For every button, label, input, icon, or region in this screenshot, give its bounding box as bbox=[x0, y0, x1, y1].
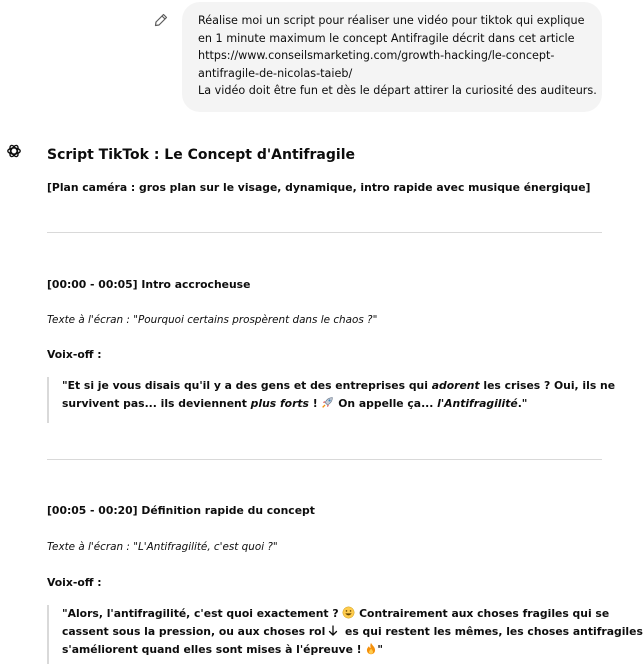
voiceover-label: Voix-off : bbox=[47, 576, 102, 589]
quote-line bbox=[62, 641, 643, 659]
quote-line bbox=[62, 395, 615, 413]
user-message-line: Réalise moi un script pour réaliser une vidéo pour tiktok qui explique bbox=[198, 14, 585, 27]
voiceover-label: Voix-off : bbox=[47, 348, 102, 361]
quote-line bbox=[62, 377, 615, 395]
user-message-line: https://www.conseilsmarketing.com/growth-hacking/le-concept- bbox=[198, 49, 555, 62]
quote-text: "Alors, l'antifragilité, c'est quoi exactement ? bbox=[62, 607, 343, 620]
arrow-down-icon[interactable] bbox=[327, 625, 339, 637]
onscreen-text: Texte à l'écran : "Pourquoi certains prospèrent dans le chaos ?" bbox=[47, 314, 378, 326]
rocket-emoji bbox=[321, 396, 334, 409]
onscreen-text: Texte à l'écran : "L'Antifragilité, c'est quoi ?" bbox=[47, 541, 278, 553]
script-title: Script TikTok : Le Concept d'Antifragile bbox=[47, 147, 355, 163]
quote-emphasis: plus forts bbox=[250, 397, 309, 410]
fire-emoji bbox=[365, 642, 377, 655]
user-message-bubble bbox=[182, 2, 602, 112]
quote-line bbox=[62, 605, 643, 623]
openai-logo-icon bbox=[6, 143, 22, 159]
camera-plan: [Plan caméra : gros plan sur le visage, dynamique, intro rapide avec musique énergique] bbox=[47, 181, 591, 194]
pencil-icon[interactable] bbox=[153, 12, 169, 28]
quote-text: Contrairement aux choses fragiles qui se bbox=[355, 607, 610, 620]
user-message-line: antifragile-de-nicolas-taieb/ bbox=[198, 66, 353, 80]
section-heading: [00:05 - 00:20] Définition rapide du concept bbox=[47, 504, 315, 517]
quote-text: cassent sous la pression, ou aux choses rol bbox=[62, 625, 326, 638]
quote-text: s'améliorent quand elles sont mises à l'épreuve ! bbox=[62, 643, 366, 656]
voiceover-quote bbox=[47, 605, 643, 664]
quote-emphasis: adorent bbox=[431, 379, 480, 392]
quote-text: On appelle ça... bbox=[334, 397, 438, 410]
quote-text: les crises ? Oui, ils ne bbox=[479, 379, 616, 392]
quote-text: "Et si je vous disais qu'il y a des gens et des entreprises qui bbox=[62, 379, 432, 392]
quote-text: es qui restent les mêmes, les choses antifragiles bbox=[341, 625, 643, 638]
user-message-line: en 1 minute maximum le concept Antifragile décrit dans cet article bbox=[198, 31, 575, 45]
quote-text: ." bbox=[517, 397, 528, 410]
grinning-emoji bbox=[342, 606, 355, 619]
voiceover-quote bbox=[47, 377, 615, 423]
section-divider bbox=[47, 232, 602, 233]
quote-text: ! bbox=[309, 397, 322, 410]
quote-line bbox=[62, 623, 643, 641]
user-message-line: La vidéo doit être fun et dès le départ attirer la curiosité des auditeurs. bbox=[198, 84, 597, 97]
quote-text: " bbox=[377, 643, 383, 656]
section-heading: [00:00 - 00:05] Intro accrocheuse bbox=[47, 278, 251, 291]
section-divider bbox=[47, 459, 602, 460]
quote-text: survivent pas... ils deviennent bbox=[62, 397, 251, 410]
quote-emphasis: l'Antifragilité bbox=[437, 397, 518, 410]
